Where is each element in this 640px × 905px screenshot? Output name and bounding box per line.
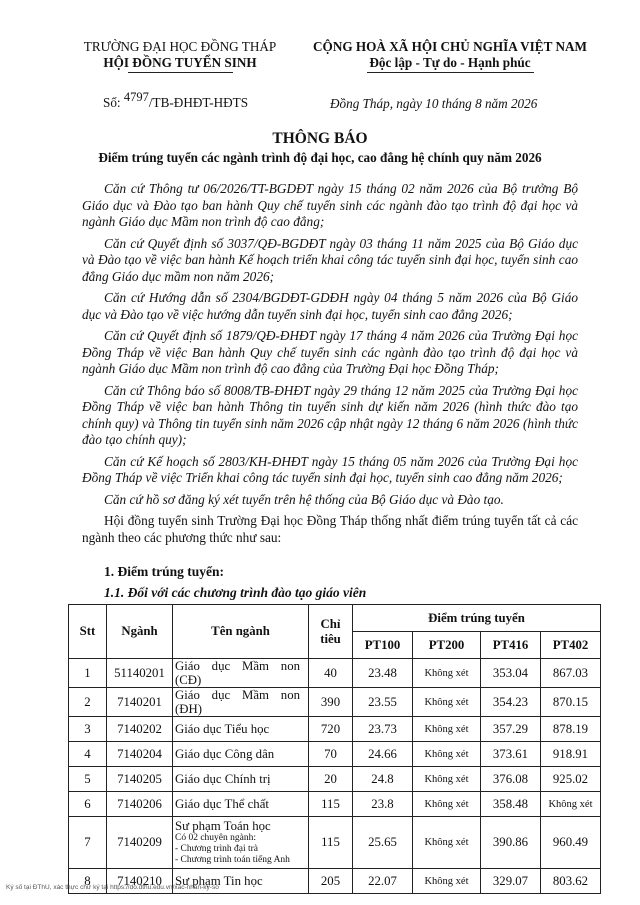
cell-pt200: Không xét (413, 767, 481, 792)
cell-pt402: 870.15 (541, 688, 601, 717)
cell-pt100: 23.55 (353, 688, 413, 717)
intro-paragraph: Hội đồng tuyển sinh Trường Đại học Đồng Tháp thống nhất điểm trúng tuyển tất cả các ngành theo các phương thức như sau: (82, 513, 578, 545)
document-body (82, 181, 578, 551)
paragraph: Căn cứ Hướng dẫn số 2304/BGDĐT-GDĐH ngày 04 tháng 5 năm 2026 của Bộ Giáo dục và Đào tạo về việc hướng dẫn tuyển sinh đại học, tuyển sinh cao đẳng 2026; (82, 290, 578, 322)
cell-stt: 8 (69, 869, 107, 894)
cell-code: 7140201 (107, 688, 173, 717)
national-title: CỘNG HOÀ XÃ HỘI CHỦ NGHĨA VIỆT NAM (313, 39, 587, 54)
cell-pt200: Không xét (413, 817, 481, 869)
name-line2: (ĐH) (175, 702, 203, 716)
digital-signature-footer: Ký số tại ĐThU, xác thực chữ ký tại https://do.dthu.edu.vn/xac-nhan-ky-so (6, 884, 219, 891)
document-subtitle: Điểm trúng tuyển các ngành trình độ đại học, cao đẳng hệ chính quy năm 2026 (98, 150, 542, 165)
cell-pt416: 354.23 (481, 688, 541, 717)
cell-pt100: 23.73 (353, 717, 413, 742)
table-row (69, 688, 601, 717)
so-label: Số: (103, 95, 121, 110)
document-title: THÔNG BÁO (272, 130, 368, 147)
cell-pt100: 23.8 (353, 792, 413, 817)
right-underline (367, 72, 534, 73)
cell-name (173, 817, 309, 869)
cell-quota: 20 (309, 767, 353, 792)
paragraph: Căn cứ Quyết định số 1879/QĐ-ĐHĐT ngày 17 tháng 4 năm 2026 của Trường Đại học Đồng Tháp về việc Ban hành Quy chế tuyển sinh các ngành đào tạo trình độ đại học và ngành Giáo dục Mầm non trình độ cao đẳng của Trường Đại học Đồng Tháp; (82, 328, 578, 376)
cell-pt402: 878.19 (541, 717, 601, 742)
cell-quota: 70 (309, 742, 353, 767)
paragraph: Căn cứ Quyết định số 3037/QĐ-BGDĐT ngày 03 tháng 11 năm 2025 của Bộ Giáo dục và Đào tạo về việc ban hành Kế hoạch triển khai công tác tuyển sinh đại học, tuyển sinh cao đẳng Giáo dục mầm non năm 2026; (82, 235, 578, 284)
cell-pt402: 925.02 (541, 767, 601, 792)
cell-quota: 720 (309, 717, 353, 742)
col-ten-nganh: Tên ngành (173, 605, 309, 659)
cell-pt100: 24.8 (353, 767, 413, 792)
university-name: TRƯỜNG ĐẠI HỌC ĐỒNG THÁP (83, 39, 277, 54)
cell-stt: 3 (69, 717, 107, 742)
paragraph: Căn cứ Thông tư 06/2026/TT-BGDĐT ngày 15 tháng 02 năm 2026 của Bộ trưởng Bộ Giáo dục và Đào tạo ban hành Quy chế tuyển sinh các ngành đào tạo trình độ đại học và ngành Giáo dục Mầm non trình độ cao đẳng; (82, 181, 578, 229)
paragraph: Căn cứ Thông báo số 8008/TB-ĐHĐT ngày 29 tháng 12 năm 2025 của Trường Đại học Đồng Tháp về việc ban hành Thông tin tuyển sinh dự kiến năm 2026 (hình thức đào tạo chính quy) và Thông tin tuyển sinh năm 2026 cập nhật ngày 12 tháng 6 năm 2026 (hình thức đào tạo chính quy); (82, 382, 578, 447)
cell-pt402: 803.62 (541, 869, 601, 894)
cell-pt200: Không xét (413, 688, 481, 717)
scores-table (68, 604, 601, 894)
section-heading: 1. Điểm trúng tuyển: (104, 564, 224, 579)
national-motto: Độc lập - Tự do - Hạnh phúc (369, 55, 531, 70)
table-row (69, 742, 601, 767)
subsection-heading: 1.1. Đối với các chương trình đào tạo giáo viên (104, 585, 367, 600)
header-right (300, 39, 600, 71)
cell-pt416: 390.86 (481, 817, 541, 869)
cell-stt: 4 (69, 742, 107, 767)
table-row (69, 817, 601, 869)
col-pt100: PT100 (353, 632, 413, 659)
cell-code: 7140205 (107, 767, 173, 792)
cell-pt100: 22.07 (353, 869, 413, 894)
cell-pt416: 373.61 (481, 742, 541, 767)
name-line1: Sư phạm Toán học (175, 819, 271, 833)
header-left (70, 39, 290, 71)
cell-pt100: 24.66 (353, 742, 413, 767)
cell-pt200: Không xét (413, 742, 481, 767)
cell-name: Giáo dục Chính trị (173, 767, 309, 792)
name-line1: Giáo dục Mầm non (175, 688, 300, 702)
cell-pt200: Không xét (413, 659, 481, 688)
so-number: 4797 (123, 90, 149, 104)
cell-pt416: 329.07 (481, 869, 541, 894)
col-pt416: PT416 (481, 632, 541, 659)
col-chi-tieu (309, 605, 353, 659)
cell-pt416: 376.08 (481, 767, 541, 792)
cell-stt: 7 (69, 817, 107, 869)
cell-code: 7140202 (107, 717, 173, 742)
cell-quota: 390 (309, 688, 353, 717)
cell-quota: 205 (309, 869, 353, 894)
cell-name: Giáo dục Công dân (173, 742, 309, 767)
name-line2: (CĐ) (175, 673, 202, 687)
cell-quota: 115 (309, 792, 353, 817)
table-header-row (69, 605, 601, 632)
table-row (69, 767, 601, 792)
name-sub1: Có 02 chuyên ngành: (175, 833, 257, 843)
cell-stt: 6 (69, 792, 107, 817)
cell-pt100: 23.48 (353, 659, 413, 688)
table-row (69, 792, 601, 817)
council-name: HỘI ĐỒNG TUYỂN SINH (103, 55, 257, 70)
cell-code: 51140201 (107, 659, 173, 688)
so-suffix: /TB-ĐHĐT-HĐTS (148, 95, 249, 110)
cell-pt402: Không xét (541, 792, 601, 817)
cell-stt: 5 (69, 767, 107, 792)
col-stt: Stt (69, 605, 107, 659)
cell-pt402: 918.91 (541, 742, 601, 767)
cell-name: Sư phạm Tin học (173, 869, 309, 894)
col-pt200: PT200 (413, 632, 481, 659)
cell-pt200: Không xét (413, 792, 481, 817)
cell-pt416: 358.48 (481, 792, 541, 817)
date-line: Đồng Tháp, ngày 10 tháng 8 năm 2026 (330, 96, 538, 111)
cell-name: Giáo dục Tiểu học (173, 717, 309, 742)
paragraph: Căn cứ Kế hoạch số 2803/KH-ĐHĐT ngày 15 tháng 05 năm 2026 của Trường Đại học Đồng Tháp về việc Triển khai công tác tuyển sinh đại học, tuyển sinh cao đẳng năm 2026; (82, 453, 578, 485)
cell-pt402: 960.49 (541, 817, 601, 869)
col-nganh: Ngành (107, 605, 173, 659)
cell-pt200: Không xét (413, 869, 481, 894)
document-number (103, 90, 249, 111)
cell-name (173, 659, 309, 688)
cell-code: 7140210 (107, 869, 173, 894)
cell-pt416: 353.04 (481, 659, 541, 688)
cell-name (173, 688, 309, 717)
table-row (69, 659, 601, 688)
cell-code: 7140209 (107, 817, 173, 869)
paragraph: Căn cứ hồ sơ đăng ký xét tuyển trên hệ thống của Bộ Giáo dục và Đào tạo. (104, 491, 504, 507)
cell-pt402: 867.03 (541, 659, 601, 688)
cell-pt200: Không xét (413, 717, 481, 742)
col-diem-trung-tuyen: Điểm trúng tuyển (353, 605, 601, 632)
cell-name: Giáo dục Thể chất (173, 792, 309, 817)
table-row (69, 717, 601, 742)
cell-stt: 2 (69, 688, 107, 717)
name-sub2: - Chương trình đại trà (175, 844, 258, 854)
name-sub3: - Chương trình toán tiếng Anh (175, 855, 290, 865)
cell-code: 7140206 (107, 792, 173, 817)
chi-tieu-line2: tiêu (320, 631, 341, 646)
cell-pt100: 25.65 (353, 817, 413, 869)
col-pt402: PT402 (541, 632, 601, 659)
name-line1: Giáo dục Mầm non (175, 659, 300, 673)
cell-code: 7140204 (107, 742, 173, 767)
cell-quota: 40 (309, 659, 353, 688)
cell-pt416: 357.29 (481, 717, 541, 742)
cell-stt: 1 (69, 659, 107, 688)
cell-quota: 115 (309, 817, 353, 869)
left-underline (128, 72, 233, 73)
chi-tieu-line1: Chỉ (320, 616, 341, 631)
